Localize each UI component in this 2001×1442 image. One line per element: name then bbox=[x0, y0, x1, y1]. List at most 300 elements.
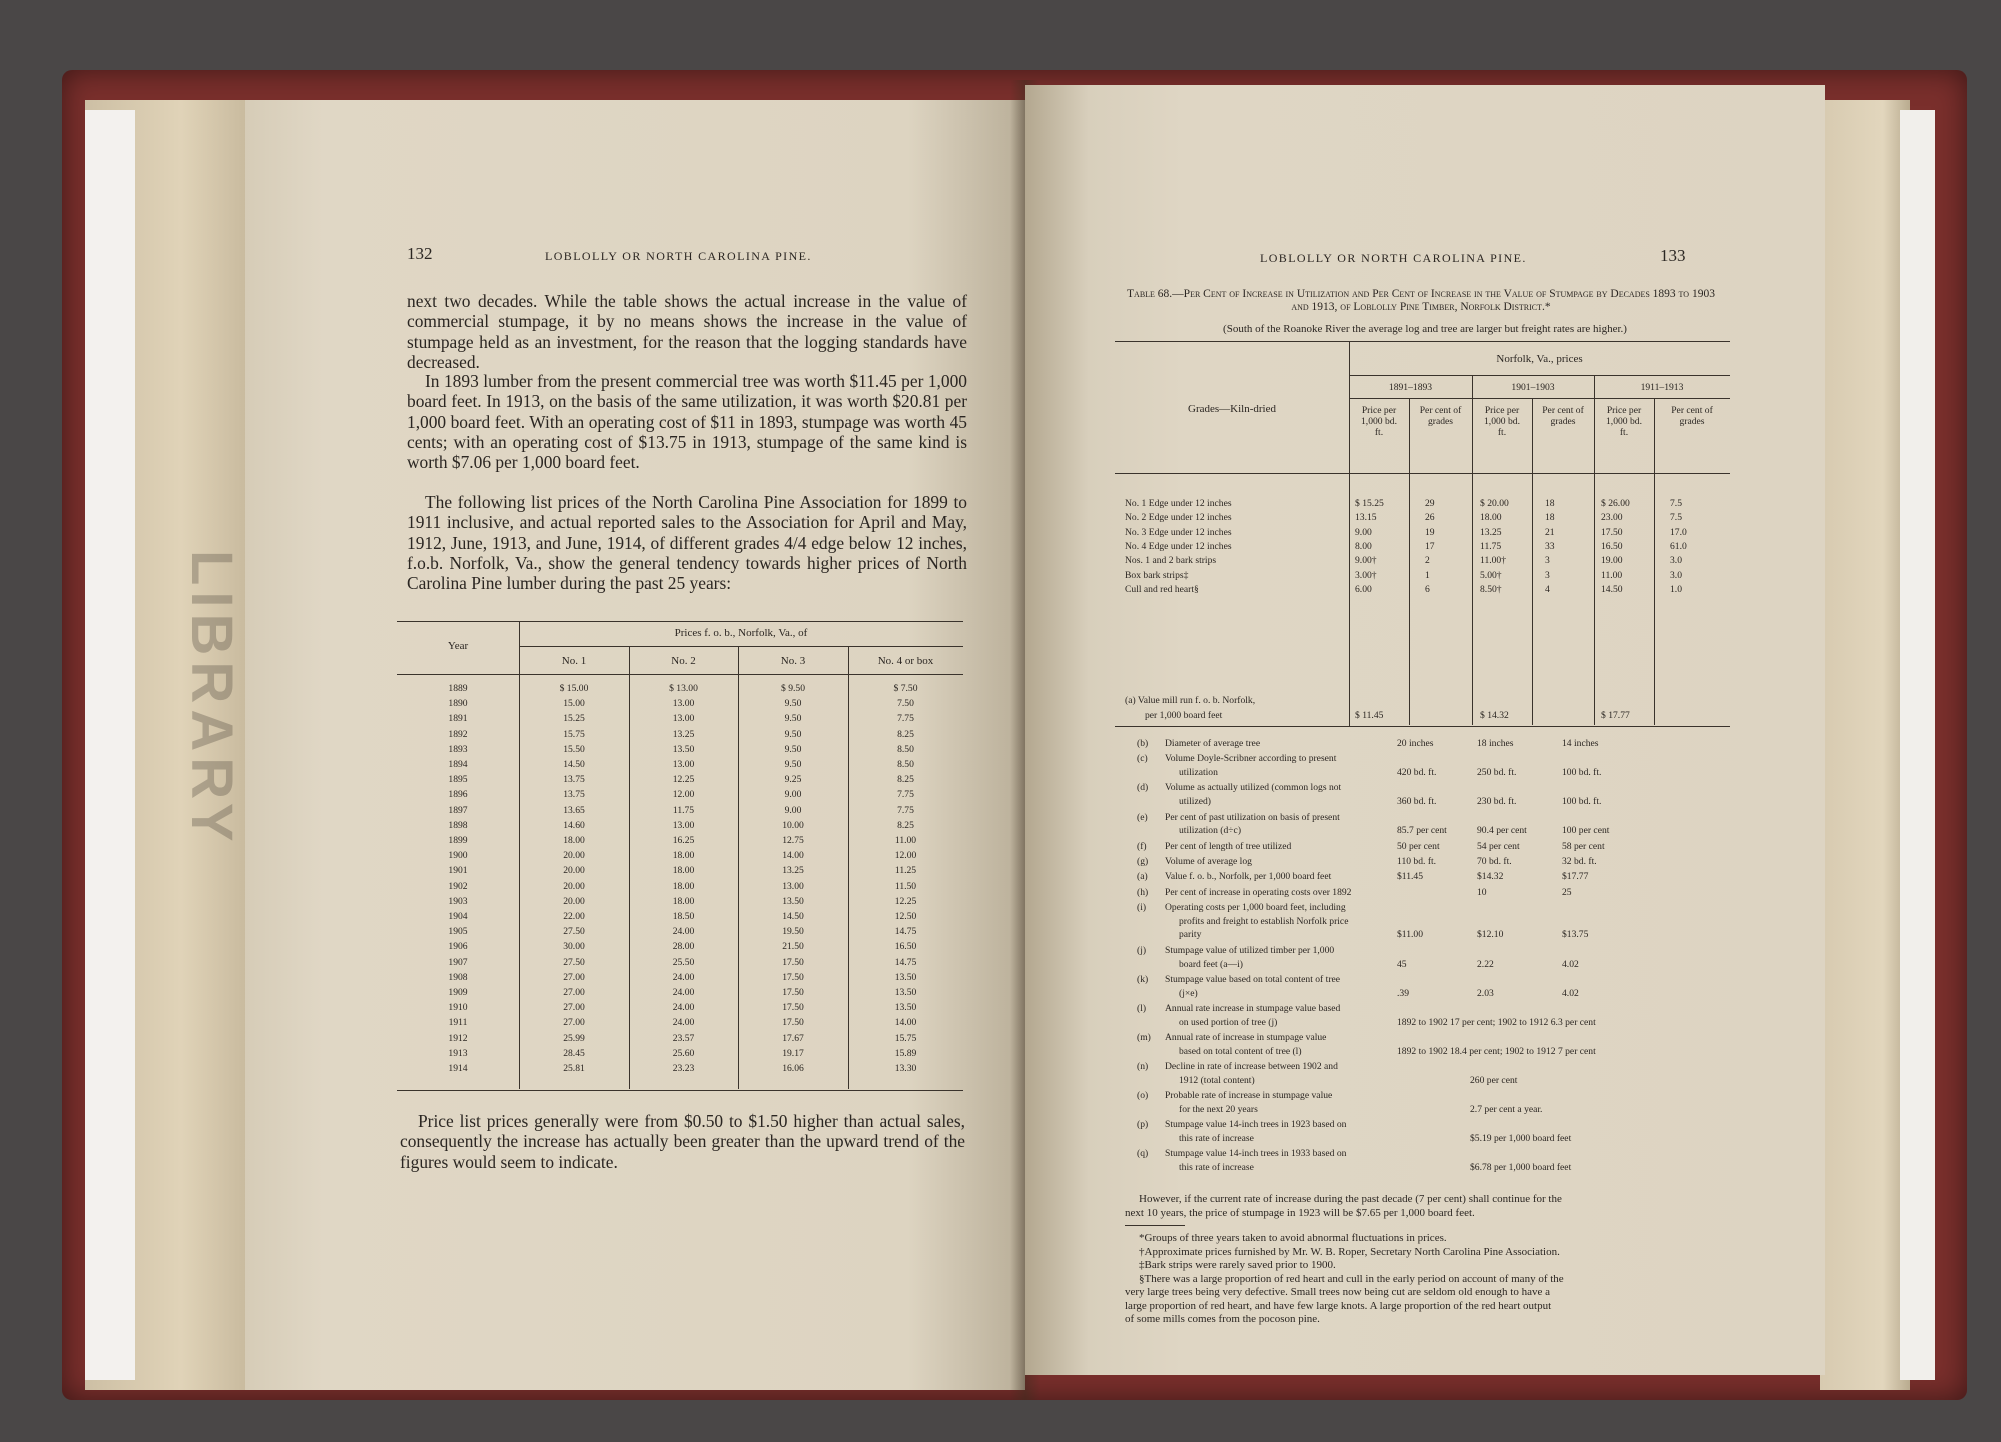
item-value: 70 bd. ft. bbox=[1477, 855, 1512, 867]
table-year-cell: 1889 bbox=[448, 683, 468, 694]
table-price-cell: 12.00 bbox=[672, 789, 695, 801]
item-label: Operating costs per 1,000 board feet, including bbox=[1165, 901, 1346, 913]
grade-cell: 3.00† bbox=[1355, 569, 1377, 581]
right-endpaper bbox=[1900, 110, 1935, 1380]
grade-cell: 11.00† bbox=[1480, 555, 1507, 567]
grade-label: No. 1 Edge under 12 inches bbox=[1125, 498, 1232, 509]
grade-cell: 3 bbox=[1545, 555, 1550, 567]
grade-cell: 2 bbox=[1425, 555, 1430, 567]
item-value: 420 bd. ft. bbox=[1397, 767, 1437, 779]
item-value: 100 bd. ft. bbox=[1562, 796, 1602, 808]
table-price-cell: 18.00 bbox=[672, 865, 695, 877]
item-value: 18 inches bbox=[1477, 738, 1514, 749]
table-price-cell: 27.00 bbox=[563, 1002, 585, 1014]
table-price-cell: 8.25 bbox=[897, 774, 914, 786]
table-price-cell: 14.00 bbox=[782, 850, 804, 862]
item-label: Decline in rate of increase between 1902 and bbox=[1165, 1061, 1338, 1073]
table-price-cell: 13.50 bbox=[782, 895, 804, 907]
footnote: §There was a large proportion of red heart and cull in the early period on account of many of the bbox=[1139, 1272, 1564, 1285]
table-year-cell: 1892 bbox=[448, 728, 468, 740]
table-price-cell: 15.75 bbox=[563, 728, 585, 740]
item-key: (m) bbox=[1137, 1032, 1151, 1043]
period-header: 1891–1893 bbox=[1388, 382, 1433, 393]
grade-label: No. 4 Edge under 12 inches bbox=[1125, 540, 1232, 552]
table-price-cell: 17.50 bbox=[782, 1017, 804, 1029]
table-price-cell: 9.50 bbox=[784, 728, 802, 740]
table-year-cell: 1895 bbox=[448, 774, 468, 786]
grade-cell: 19.00 bbox=[1601, 555, 1623, 567]
table-price-cell: 13.00 bbox=[672, 759, 695, 770]
grade-cell: 3.0 bbox=[1670, 555, 1682, 567]
item-value: 50 per cent bbox=[1397, 840, 1440, 852]
table-price-cell: 13.75 bbox=[563, 789, 585, 801]
item-key: (q) bbox=[1137, 1148, 1149, 1160]
table-price-cell: 25.99 bbox=[563, 1032, 585, 1044]
item-label: on used portion of tree (j) bbox=[1179, 1016, 1278, 1028]
table-price-cell: 9.50 bbox=[784, 743, 802, 755]
sub-header: Per cent of grades bbox=[1542, 405, 1584, 427]
table-price-cell: 13.25 bbox=[672, 728, 695, 740]
grade-label: No. 2 Edge under 12 inches bbox=[1125, 512, 1232, 524]
grade-cell: 11.00 bbox=[1601, 569, 1623, 581]
item-label: Annual rate increase in stumpage value based bbox=[1165, 1002, 1341, 1014]
right-page-edges bbox=[1820, 100, 1910, 1390]
table-price-cell: 16.06 bbox=[782, 1063, 804, 1074]
item-label: Diameter of average tree bbox=[1165, 738, 1261, 749]
item-value: 20 inches bbox=[1397, 738, 1434, 749]
value-row-label: per 1,000 board feet bbox=[1145, 710, 1223, 721]
grade-cell: 13.25 bbox=[1480, 526, 1502, 538]
item-label: Value f. o. b., Norfolk, per 1,000 board feet bbox=[1165, 871, 1332, 883]
grade-label: No. 3 Edge under 12 inches bbox=[1125, 526, 1232, 538]
table-price-cell: 18.00 bbox=[672, 895, 695, 907]
table-price-cell: 25.50 bbox=[672, 956, 695, 968]
table-price-cell: 14.50 bbox=[782, 911, 804, 922]
left-page bbox=[245, 100, 1025, 1390]
item-value: .39 bbox=[1397, 987, 1409, 999]
item-value: 54 per cent bbox=[1477, 840, 1520, 852]
however-note bbox=[1125, 1193, 1735, 1220]
table-price-cell: 20.00 bbox=[563, 880, 585, 892]
table-price-cell: 13.65 bbox=[563, 804, 585, 816]
item-label: Volume as actually utilized (common logs not bbox=[1165, 782, 1342, 794]
grade-cell: 61.0 bbox=[1670, 540, 1687, 552]
table-year-cell: 1912 bbox=[448, 1032, 468, 1044]
grade-cell: 8.00 bbox=[1355, 540, 1372, 552]
grade-label: Box bark strips‡ bbox=[1125, 569, 1189, 581]
item-key: (j) bbox=[1137, 944, 1147, 956]
item-value: 32 bd. ft. bbox=[1562, 855, 1597, 867]
item-label: Stumpage value 14-inch trees in 1923 based on bbox=[1165, 1119, 1347, 1131]
item-key: (d) bbox=[1137, 782, 1149, 794]
table-price-cell: 9.50 bbox=[784, 698, 802, 710]
table-year-cell: 1907 bbox=[448, 956, 468, 968]
table-price-cell: 11.25 bbox=[894, 865, 917, 877]
table-price-cell: 23.57 bbox=[672, 1032, 695, 1044]
running-head: LOBLOLLY OR NORTH CAROLINA PINE. bbox=[1260, 251, 1527, 265]
grade-cell: 9.00 bbox=[1355, 526, 1372, 538]
item-value: $17.77 bbox=[1562, 871, 1589, 883]
item-key: (e) bbox=[1137, 811, 1148, 823]
table-price-cell: 30.00 bbox=[563, 941, 585, 953]
page-number: 133 bbox=[1660, 246, 1686, 265]
item-key: (k) bbox=[1137, 973, 1149, 985]
grade-cell: 18 bbox=[1545, 498, 1555, 509]
grade-cell: $ 26.00 bbox=[1601, 498, 1630, 509]
table-price-cell: 12.25 bbox=[894, 895, 917, 907]
item-value: 250 bd. ft. bbox=[1477, 767, 1517, 779]
table-price-cell: 13.50 bbox=[672, 743, 695, 755]
period-header: 1901–1903 bbox=[1511, 382, 1555, 393]
item-label: Per cent of length of tree utilized bbox=[1165, 840, 1292, 852]
table-price-cell: 15.75 bbox=[894, 1032, 917, 1044]
sub-header: Per cent of grades bbox=[1671, 405, 1713, 427]
item-value: 360 bd. ft. bbox=[1397, 796, 1437, 808]
footnote: of some mills comes from the pocoson pine. bbox=[1125, 1313, 1320, 1325]
table-price-cell: 14.00 bbox=[894, 1017, 917, 1029]
table-price-cell: 14.50 bbox=[563, 759, 585, 770]
period-header: 1911–1913 bbox=[1640, 382, 1684, 393]
item-label: Stumpage value based on total content of tree bbox=[1165, 973, 1341, 985]
running-head: LOBLOLLY OR NORTH CAROLINA PINE. bbox=[545, 249, 812, 263]
table-price-cell: 11.00 bbox=[894, 835, 917, 846]
table-price-cell: 15.89 bbox=[894, 1047, 917, 1059]
item-label: this rate of increase bbox=[1179, 1133, 1254, 1145]
table-col-header: No. 3 bbox=[780, 655, 806, 667]
table-price-cell: 21.50 bbox=[782, 941, 804, 953]
table-year-cell: 1894 bbox=[448, 759, 468, 770]
item-value: $13.75 bbox=[1562, 929, 1589, 941]
table-price-cell: 14.75 bbox=[894, 956, 917, 968]
table-price-cell: 8.25 bbox=[897, 728, 914, 740]
item-label: board feet (a—i) bbox=[1179, 958, 1243, 970]
table-price-cell: 9.50 bbox=[784, 713, 802, 725]
item-key: (b) bbox=[1137, 738, 1149, 749]
table-price-cell: 16.50 bbox=[894, 941, 917, 953]
table-price-cell: 11.75 bbox=[672, 804, 695, 816]
table-title: Table 68.—Per Cent of Increase in Utilization and Per Cent of Increase in the Value of Stumpage by Decades 1893 to 1903 and 1913, of Loblolly Pine Timber, Norfolk District.* bbox=[1127, 288, 1715, 313]
right-page bbox=[1025, 85, 1825, 1375]
table-price-cell: 9.00 bbox=[784, 804, 802, 816]
table-price-cell: 24.00 bbox=[672, 1017, 695, 1029]
item-key: (o) bbox=[1137, 1090, 1149, 1102]
table-year-cell: 1893 bbox=[448, 743, 468, 755]
table-price-cell: 13.00 bbox=[672, 713, 695, 725]
table-price-cell: 20.00 bbox=[563, 850, 585, 862]
table-price-cell: 10.00 bbox=[782, 819, 804, 831]
grade-cell: 18.00 bbox=[1480, 512, 1502, 524]
table-price-cell: 12.00 bbox=[894, 850, 917, 862]
item-label: based on total content of tree (l) bbox=[1179, 1045, 1302, 1057]
grade-cell: 11.75 bbox=[1480, 540, 1502, 552]
stamp-bleed-through: LIBRARY bbox=[179, 550, 244, 848]
item-key: (g) bbox=[1137, 855, 1149, 867]
grade-cell: 33 bbox=[1545, 540, 1555, 552]
table-price-cell: 27.00 bbox=[563, 987, 585, 998]
item-label: utilized) bbox=[1179, 796, 1211, 808]
table-price-cell: 7.75 bbox=[897, 789, 914, 801]
table-year-cell: 1903 bbox=[448, 895, 468, 907]
page-number: 132 bbox=[407, 244, 433, 263]
table-price-cell: 13.30 bbox=[894, 1063, 917, 1074]
text-line: However, if the current rate of increase during the past decade (7 per cent) shall continue for the bbox=[1139, 1193, 1562, 1205]
item-value: $12.10 bbox=[1477, 929, 1504, 941]
grade-cell: 29 bbox=[1425, 498, 1435, 509]
footnote: very large trees being very defective. Small trees now being cut are seldom old enough to have a bbox=[1125, 1286, 1550, 1298]
grade-cell: 16.50 bbox=[1601, 540, 1623, 552]
item-value: 25 bbox=[1562, 886, 1572, 898]
table-year-cell: 1905 bbox=[448, 926, 468, 938]
item-label: Stumpage value of utilized timber per 1,000 bbox=[1165, 944, 1335, 956]
table-price-cell: 15.25 bbox=[563, 713, 585, 725]
item-key: (p) bbox=[1137, 1119, 1149, 1131]
table-price-cell: 20.00 bbox=[563, 865, 585, 877]
item-label: Probable rate of increase in stumpage value bbox=[1165, 1090, 1333, 1102]
table-year-cell: 1911 bbox=[448, 1017, 468, 1029]
item-value: 2.22 bbox=[1477, 958, 1494, 970]
grade-cell: 19 bbox=[1425, 526, 1435, 538]
table-year-cell: 1898 bbox=[448, 819, 468, 831]
paragraph: In 1893 lumber from the present commercial tree was worth $11.45 per 1,000 board feet. In 1913, on the basis of the same utilization, it was worth $20.81 per 1,000 board feet. With an operating cost of $11 in 1893, stumpage was worth 45 cents; with an operating cost of $13.75 in 1913, stumpage of the same kind is worth $7.06 per 1,000 board feet. bbox=[407, 371, 967, 473]
table-price-cell: 12.50 bbox=[894, 911, 917, 922]
closing-paragraph: Price list prices generally were from $0.50 to $1.50 higher than actual sales, consequently the increase has actually been greater than the upward trend of the figures would seem to indicate. bbox=[400, 1111, 965, 1172]
table-price-cell: 19.17 bbox=[782, 1047, 804, 1059]
item-value: 4.02 bbox=[1562, 987, 1579, 999]
table-year-cell: 1908 bbox=[448, 971, 468, 983]
table-price-cell: 9.25 bbox=[784, 774, 802, 786]
item-value: $11.45 bbox=[1397, 871, 1424, 883]
table-price-cell: 13.50 bbox=[894, 971, 917, 983]
grade-cell: 3 bbox=[1545, 569, 1550, 581]
item-value: 45 bbox=[1397, 958, 1407, 970]
table-price-cell: 20.00 bbox=[563, 895, 585, 907]
grade-cell: 26 bbox=[1425, 512, 1435, 524]
table-price-cell: 13.00 bbox=[672, 698, 695, 710]
table-price-cell: 24.00 bbox=[672, 987, 695, 998]
item-label: 1912 (total content) bbox=[1179, 1074, 1255, 1086]
item-span-value: 1892 to 1902 17 per cent; 1902 to 1912 6.3 per cent bbox=[1397, 1016, 1596, 1028]
table-price-cell: 13.25 bbox=[782, 865, 804, 877]
item-label: Per cent of increase in operating costs over 1892 bbox=[1165, 886, 1352, 898]
prices-header: Norfolk, Va., prices bbox=[1496, 353, 1583, 365]
table-year-cell: 1901 bbox=[448, 865, 468, 877]
table-price-cell: $ 15.00 bbox=[559, 683, 589, 694]
value-cell: $ 17.77 bbox=[1601, 710, 1630, 721]
table-price-cell: 25.60 bbox=[672, 1047, 695, 1059]
table-year-cell: 1906 bbox=[448, 941, 468, 953]
value-cell: $ 11.45 bbox=[1355, 710, 1384, 721]
table-price-cell: 8.50 bbox=[897, 759, 914, 770]
table-price-cell: 13.00 bbox=[672, 819, 695, 831]
grade-cell: 8.50† bbox=[1480, 583, 1502, 595]
item-label: this rate of increase bbox=[1179, 1162, 1254, 1174]
grade-cell: 23.00 bbox=[1601, 512, 1623, 524]
table-price-cell: 7.50 bbox=[897, 698, 914, 710]
item-value: 4.02 bbox=[1562, 958, 1579, 970]
item-value: $11.00 bbox=[1397, 929, 1424, 941]
left-endpaper bbox=[85, 110, 135, 1380]
item-label: Volume Doyle-Scribner according to present bbox=[1165, 753, 1337, 765]
paragraph: The following list prices of the North Carolina Pine Association for 1899 to 1911 inclusive, and actual reported sales to the Association for April and May, 1912, June, 1913, and June, 1914, of different grades 4/4 edge below 12 inches, f.o.b. Norfolk, Va., show the general tendency towards higher prices of North Carolina Pine lumber during the past 25 years: bbox=[407, 492, 967, 594]
item-key: (h) bbox=[1137, 886, 1149, 898]
item-label: for the next 20 years bbox=[1179, 1104, 1258, 1115]
table-price-cell: $ 13.00 bbox=[669, 683, 698, 694]
table-price-cell: 9.50 bbox=[784, 759, 802, 770]
grade-cell: $ 15.25 bbox=[1355, 498, 1384, 509]
table-price-cell: 27.00 bbox=[563, 971, 585, 983]
table-price-cell: 28.45 bbox=[563, 1047, 585, 1059]
table-col-header: No. 4 or box bbox=[877, 655, 934, 667]
table-group-header: Prices f. o. b., Norfolk, Va., of bbox=[674, 627, 808, 639]
table-year-cell: 1910 bbox=[448, 1002, 468, 1014]
table-price-cell: 19.50 bbox=[782, 926, 804, 938]
grade-cell: 21 bbox=[1545, 526, 1555, 538]
table-year-cell: 1897 bbox=[448, 804, 468, 816]
table-price-cell: 28.00 bbox=[672, 941, 695, 953]
sub-header: Price per 1,000 bd. ft. bbox=[1361, 405, 1397, 438]
table-year-cell: 1890 bbox=[448, 698, 468, 710]
table-price-cell: 9.00 bbox=[784, 789, 802, 801]
text-line: next 10 years, the price of stumpage in 1923 will be $7.65 per 1,000 board feet. bbox=[1125, 1206, 1475, 1219]
paragraph: next two decades. While the table shows the actual increase in the value of commercial stumpage, it by no means shows the increase in the value of stumpage held as an investment, for the reason that the logging standards have decreased. bbox=[407, 291, 967, 372]
table-year-cell: 1891 bbox=[448, 713, 468, 725]
table-price-cell: 24.00 bbox=[672, 971, 695, 983]
table-price-cell: 13.50 bbox=[894, 987, 917, 998]
table-price-cell: $ 7.50 bbox=[893, 683, 918, 694]
grade-cell: 1.0 bbox=[1670, 583, 1682, 595]
item-label: (j×e) bbox=[1179, 987, 1198, 999]
grade-cell: 13.15 bbox=[1355, 512, 1377, 524]
item-key: (i) bbox=[1137, 901, 1147, 913]
table-price-cell: 13.00 bbox=[782, 880, 804, 892]
item-value: 230 bd. ft. bbox=[1477, 796, 1517, 808]
table-price-cell: 14.75 bbox=[894, 926, 917, 938]
item-value: 14 inches bbox=[1562, 738, 1599, 749]
item-span-value: 2.7 per cent a year. bbox=[1470, 1104, 1543, 1115]
table-price-cell: 25.81 bbox=[563, 1063, 585, 1074]
item-value: 58 per cent bbox=[1562, 840, 1605, 852]
item-span-value: $6.78 per 1,000 board feet bbox=[1470, 1162, 1572, 1174]
table-price-cell: 7.75 bbox=[897, 804, 914, 816]
grade-cell: 17.50 bbox=[1601, 526, 1623, 538]
table-price-cell: 18.00 bbox=[563, 835, 585, 846]
table-col-header: No. 2 bbox=[671, 655, 696, 667]
table-price-cell: 23.23 bbox=[672, 1063, 695, 1074]
grade-label: Nos. 1 and 2 bark strips bbox=[1125, 555, 1217, 567]
table-year-cell: 1904 bbox=[448, 911, 468, 922]
table-price-cell: 15.50 bbox=[563, 743, 585, 755]
item-label: profits and freight to establish Norfolk price bbox=[1179, 915, 1349, 927]
grade-cell: 6.00 bbox=[1355, 583, 1372, 595]
item-label: Volume of average log bbox=[1165, 855, 1252, 867]
item-key: (f) bbox=[1137, 840, 1147, 852]
grade-cell: 17 bbox=[1425, 540, 1435, 552]
value-row-label: (a) Value mill run f. o. b. Norfolk, bbox=[1125, 695, 1256, 706]
table-price-cell: 11.50 bbox=[894, 880, 917, 892]
table-price-cell: 27.00 bbox=[563, 1017, 585, 1029]
grade-cell: 14.50 bbox=[1601, 583, 1623, 595]
table-price-cell: 27.50 bbox=[563, 956, 585, 968]
item-label: Per cent of past utilization on basis of present bbox=[1165, 811, 1340, 823]
table-year-cell: 1913 bbox=[448, 1047, 468, 1059]
table-price-cell: 13.75 bbox=[563, 774, 585, 786]
table-col-header: No. 1 bbox=[561, 655, 587, 667]
grade-label: Cull and red heart§ bbox=[1125, 583, 1199, 595]
footnotes bbox=[1125, 1232, 1740, 1327]
table-price-cell: 17.50 bbox=[782, 971, 804, 983]
grade-cell: 7.5 bbox=[1670, 512, 1682, 524]
grade-cell: 18 bbox=[1545, 512, 1555, 524]
grade-cell: $ 20.00 bbox=[1480, 498, 1509, 509]
item-key: (n) bbox=[1137, 1061, 1149, 1073]
grade-cell: 17.0 bbox=[1670, 526, 1687, 538]
item-label: Stumpage value 14-inch trees in 1933 based on bbox=[1165, 1148, 1347, 1160]
footnote: ‡Bark strips were rarely saved prior to 1900. bbox=[1139, 1259, 1336, 1271]
table-price-cell: 24.00 bbox=[672, 926, 695, 938]
grade-cell: 4 bbox=[1545, 583, 1550, 595]
grade-cell: 5.00† bbox=[1480, 569, 1502, 581]
table-year-cell: 1902 bbox=[448, 880, 468, 892]
table-price-cell: 17.50 bbox=[782, 956, 804, 968]
table-price-cell: 24.00 bbox=[672, 1002, 695, 1014]
value-cell: $ 14.32 bbox=[1480, 710, 1509, 721]
table-price-cell: 16.25 bbox=[672, 835, 695, 846]
item-key: (a) bbox=[1137, 871, 1148, 883]
grade-cell: 6 bbox=[1425, 583, 1430, 595]
sub-header: Price per 1,000 bd. ft. bbox=[1606, 405, 1642, 438]
table-price-cell: 22.00 bbox=[563, 911, 585, 922]
item-key: (c) bbox=[1137, 753, 1148, 765]
item-label: utilization (d÷c) bbox=[1179, 825, 1242, 837]
table-price-cell: 15.00 bbox=[563, 698, 585, 710]
footnote: †Approximate prices furnished by Mr. W. B. Roper, Secretary North Carolina Pine Association. bbox=[1139, 1245, 1560, 1258]
table-note: (South of the Roanoke River the average log and tree are larger but freight rates are higher.) bbox=[1223, 323, 1627, 335]
item-span-value: 260 per cent bbox=[1470, 1074, 1518, 1086]
table-year-cell: 1909 bbox=[448, 987, 468, 998]
sub-header: Per cent of grades bbox=[1419, 405, 1462, 427]
table-year-cell: 1914 bbox=[448, 1063, 468, 1074]
sub-header: Price per 1,000 bd. ft. bbox=[1484, 405, 1520, 438]
table-header-year: Year bbox=[447, 640, 469, 652]
item-span-value: 1892 to 1902 18.4 per cent; 1902 to 1912 7 per cent bbox=[1397, 1045, 1596, 1057]
table-price-cell: 14.60 bbox=[563, 819, 585, 831]
item-value: 110 bd. ft. bbox=[1397, 855, 1437, 867]
table-price-cell: 13.50 bbox=[894, 1002, 917, 1014]
item-value: 100 bd. ft. bbox=[1562, 767, 1602, 779]
item-label: parity bbox=[1179, 929, 1202, 941]
table-price-cell: 18.00 bbox=[672, 880, 695, 892]
item-value: 85.7 per cent bbox=[1397, 825, 1447, 837]
grade-cell: 3.0 bbox=[1670, 569, 1682, 581]
table-price-cell: 18.00 bbox=[672, 850, 695, 862]
table-price-cell: 18.50 bbox=[672, 911, 695, 922]
table-price-cell: 17.50 bbox=[782, 987, 804, 998]
table-price-cell: 17.50 bbox=[782, 1002, 804, 1014]
table-price-cell: 17.67 bbox=[782, 1032, 804, 1044]
table-price-cell: 12.75 bbox=[782, 835, 804, 846]
footnote: *Groups of three years taken to avoid abnormal fluctuations in prices. bbox=[1139, 1232, 1447, 1244]
table-price-cell: $ 9.50 bbox=[781, 683, 805, 694]
item-value: $14.32 bbox=[1477, 871, 1504, 883]
grade-cell: 9.00† bbox=[1355, 555, 1377, 567]
item-value: 10 bbox=[1477, 886, 1487, 898]
item-label: utilization bbox=[1179, 767, 1218, 779]
grades-header: Grades—Kiln-dried bbox=[1188, 403, 1276, 415]
item-key: (l) bbox=[1137, 1002, 1147, 1014]
grade-cell: 1 bbox=[1425, 569, 1430, 581]
table-year-cell: 1900 bbox=[448, 850, 468, 862]
table-price-cell: 8.25 bbox=[897, 819, 914, 831]
